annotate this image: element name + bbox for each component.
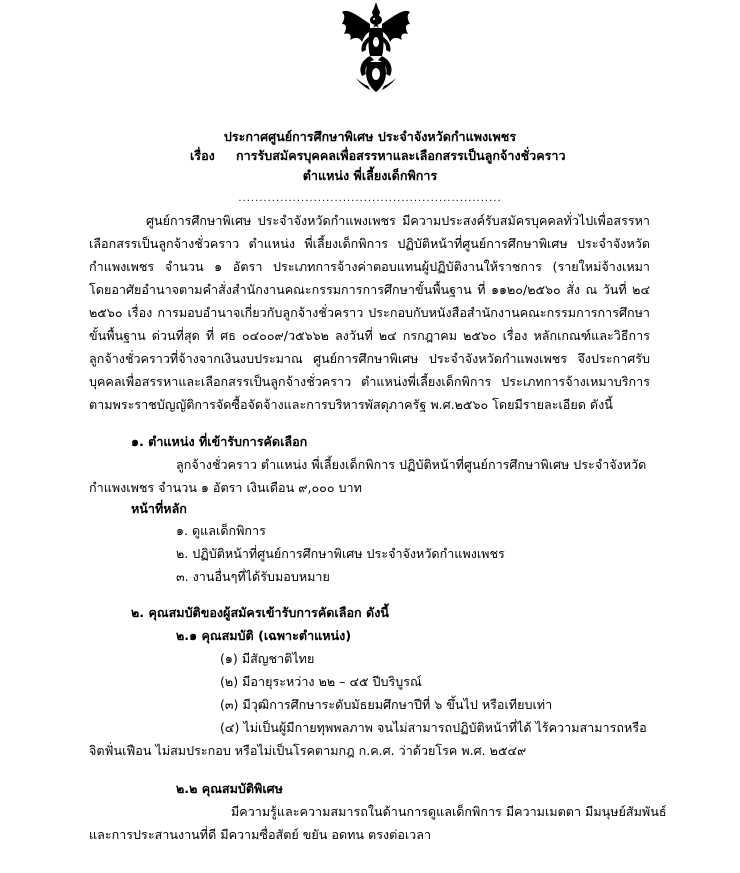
special-qualification-line: มีความรู้และความสมารถในด้านการดูแลเด็กพิการ มีความเมตตา มีมนุษย์สัมพันธ์ — [231, 804, 667, 819]
duty-item: ๓. งานอื่นๆที่ได้รับมอบหมาย — [176, 569, 330, 584]
announcement-title: ประกาศศูนย์การศึกษาพิเศษ ประจำจังหวัดกำแพงเพชร — [223, 129, 517, 144]
subject-label: เรื่อง — [190, 148, 215, 163]
qualification-item: (๒) มีอายุระหว่าง ๒๒ – ๔๕ ปีบริบูรณ์ — [220, 674, 422, 689]
qualification-item: (๔) ไม่เป็นผู้มีกายทุพพลภาพ จนไม่สามารถปฏิบัติหน้าที่ได้ ไร้ความสามารถหรือ — [220, 720, 647, 735]
qualification-continuation: จิตฟั่นเฟือน ไม่สมประกอบ หรือไม่เป็นโรคตามกฎ ก.ค.ศ. ว่าด้วยโรค พ.ศ. ๒๕๔๙ — [89, 743, 527, 758]
duties-heading: หน้าที่หลัก — [131, 501, 187, 516]
intro-line: ศูนย์การศึกษาพิเศษ ประจำจังหวัดกำแพงเพชร มีความประสงค์รับสมัครบุคคลทั่วไปเพื่อสรรหา — [146, 213, 650, 228]
position-title: ตำแหน่ง พี่เลี้ยงเด็กพิการ — [302, 168, 438, 183]
qualification-item: (๓) มีวุฒิการศึกษาระดับมัธยมศึกษาปีที่ ๖ ขึ้นไป หรือเทียบเท่า — [220, 697, 553, 712]
intro-line: กำแพงเพชร จำนวน ๑ อัตรา ประเภทการจ้างค่าตอบแทนผู้ปฏิบัติงานให้ราชการ (รายใหม่จ้างเหมา — [89, 259, 650, 274]
special-qualification-line: และการประสานงานที่ดี มีความซื่อสัตย์ ขยัน อดทน ตรงต่อเวลา — [89, 827, 432, 842]
subsection-heading: ๒.๑ คุณสมบัติ (เฉพาะตำแหน่ง) — [176, 628, 352, 643]
intro-line: เลือกสรรเป็นลูกจ้างชั่วคราว ตำแหน่ง พี่เลี้ยงเด็กพิการ ปฏิบัติหน้าที่ศูนย์การศึกษาพิเศษ ประจำจังหวัด — [89, 236, 650, 251]
section1-heading: ๑. ตำแหน่ง ที่เข้ารับการคัดเลือก — [131, 434, 308, 449]
subsection-heading: ๒.๒ คุณสมบัติพิเศษ — [176, 781, 283, 796]
intro-line: บุคคลเพื่อสรรหาและเลือกสรรเป็นลูกจ้างชั่วคราว ตำแหน่งพี่เลี้ยงเด็กพิการ ประเภทการจ้างเหมาบริการ — [89, 374, 650, 389]
duty-item: ๒. ปฏิบัติหน้าที่ศูนย์การศึกษาพิเศษ ประจำจังหวัดกำแพงเพชร — [176, 546, 505, 561]
section1-line: ลูกจ้างชั่วคราว ตำแหน่ง พี่เลี้ยงเด็กพิการ ปฏิบัติหน้าที่ศูนย์การศึกษาพิเศษ ประจำจังหวัด — [176, 457, 647, 472]
section2-heading: ๒. คุณสมบัติของผู้สมัครเข้ารับการคัดเลือก ดังนี้ — [131, 605, 389, 620]
header-divider: ............................................................... — [238, 193, 502, 204]
intro-line: โดยอาศัยอำนาจตามคำสั่งสำนักงานคณะกรรมการการศึกษาขั้นพื้นฐาน ที่ ๑๑๒๐/๒๕๖๐ สั่ง ณ วันที่ ๒๔ — [89, 282, 650, 297]
duty-item: ๑. ดูแลเด็กพิการ — [176, 523, 266, 538]
intro-line: ๒๕๖๐ เรื่อง การมอบอำนาจเกี่ยวกับลูกจ้างชั่วคราว ประกอบกับหนังสือสำนักงานคณะกรรมการการศึกษา — [89, 305, 650, 320]
garuda-emblem-icon — [340, 2, 412, 94]
intro-line: ลูกจ้างชั่วคราวที่จ้างจากเงินงบประมาณ ศูนย์การศึกษาพิเศษ ประจำจังหวัดกำแพงเพชร จึงประกาศรับ — [89, 351, 650, 366]
intro-line: ขั้นพื้นฐาน ด่วนที่สุด ที่ ศธ ๐๔๐๐๙/ว๕๖๖๒ ลงวันที่ ๒๔ กรกฎาคม ๒๕๖๐ เรื่อง หลักเกณฑ์และวิธีการ — [89, 328, 650, 343]
subject-text: การรับสมัครบุคคลเพื่อสรรหาและเลือกสรรเป็นลูกจ้างชั่วคราว — [236, 148, 566, 163]
intro-line: ตามพระราชบัญญัติการจัดซื้อจัดจ้างและการบริหารพัสดุภาครัฐ พ.ศ.๒๕๖๐ โดยมีรายละเอียด ดังนี้ — [89, 397, 613, 412]
qualification-item: (๑) มีสัญชาติไทย — [220, 651, 315, 666]
section1-line: กำแพงเพชร จำนวน ๑ อัตรา เงินเดือน ๙,๐๐๐ บาท — [89, 480, 362, 495]
